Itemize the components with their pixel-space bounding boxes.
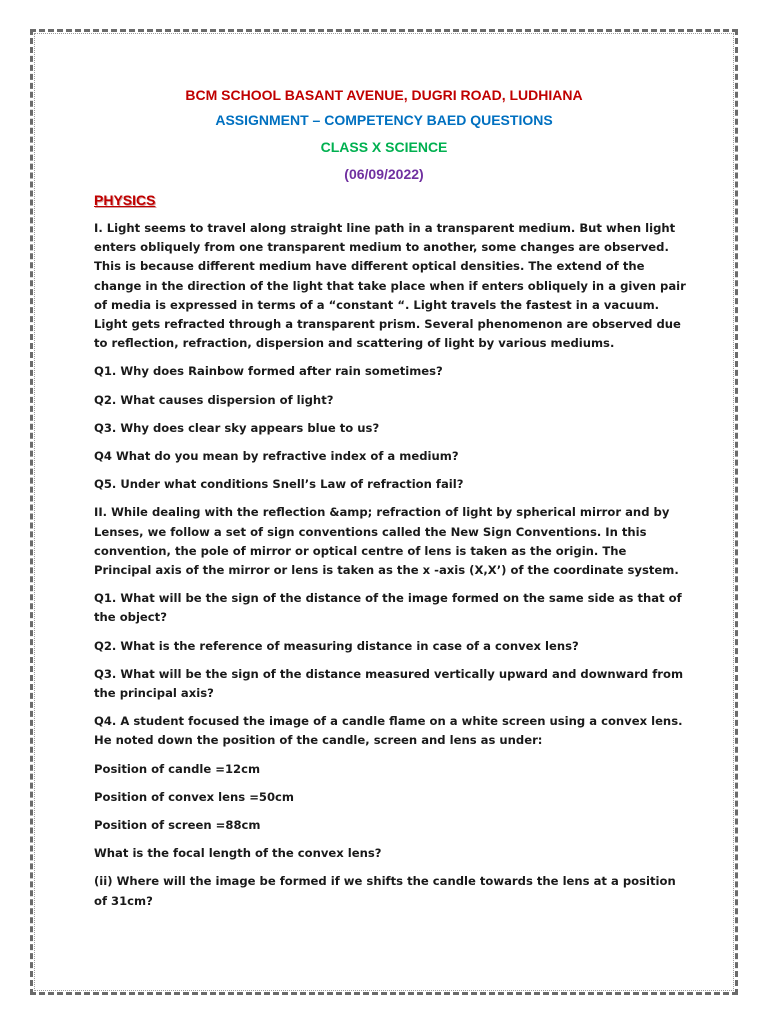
question-item: Q4 What do you mean by refractive index of a medium? bbox=[94, 449, 459, 464]
assignment-date: (06/09/2022) bbox=[344, 166, 424, 182]
question-item: Q2. What causes dispersion of light? bbox=[94, 392, 334, 407]
assignment-title: ASSIGNMENT – COMPETENCY BAED QUESTIONS bbox=[215, 112, 553, 128]
question-item: (ii) Where will the image be formed if we shifts the candle towards the lens at a position of 31cm? bbox=[94, 874, 676, 908]
question-item: Q4. A student focused the image of a candle flame on a white screen using a convex lens. He noted down the position of the candle, screen and lens as under: bbox=[94, 714, 683, 748]
question-item: Q2. What is the reference of measuring distance in case of a convex lens? bbox=[94, 638, 579, 653]
question-item: Q3. What will be the sign of the distance measured vertically upward and downward from the principal axis? bbox=[94, 666, 684, 701]
data-line: Position of convex lens =50cm bbox=[94, 789, 295, 804]
question-item: What is the focal length of the convex lens? bbox=[94, 846, 382, 861]
question-item: Q5. Under what conditions Snell’s Law of refraction fail? bbox=[94, 477, 464, 492]
question-item: Q3. Why does clear sky appears blue to us? bbox=[94, 420, 380, 435]
passage-2: II. While dealing with the reflection &amp; refraction of light by spherical mirror and by Lenses, we follow a set of sign conventions called the New Sign Conventions. In this convention, the pole of mirror or optical centre of lens is taken as the origin. The Principal axis of the mirror or lens is taken as the x -axis (X,X’) of the coordinate system. bbox=[94, 505, 679, 578]
section-heading-physics: PHYSICS bbox=[94, 192, 156, 208]
school-name: BCM SCHOOL BASANT AVENUE, DUGRI ROAD, LUDHIANA bbox=[185, 87, 583, 103]
data-line: Position of screen =88cm bbox=[94, 818, 261, 833]
question-item: Q1. Why does Rainbow formed after rain sometimes? bbox=[94, 364, 443, 379]
question-item: Q1. What will be the sign of the distance of the image formed on the same side as that of the object? bbox=[94, 591, 682, 625]
data-line: Position of candle =12cm bbox=[94, 761, 261, 776]
passage-1: I. Light seems to travel along straight line path in a transparent medium. But when light enters obliquely from one transparent medium to another, some changes are observed. This is because different medium have different optical densities. The extend of the change in the direction of the light that take place when if enters obliquely in a given pair of media is expressed in terms of a “constant “. Light travels the fastest in a vacuum. Light gets refracted through a transparent prism. Several phenomenon are observed due to reflection, refraction, dispersion and scattering of light by various mediums. bbox=[94, 221, 686, 351]
question-content bbox=[94, 219, 686, 920]
class-name: CLASS X SCIENCE bbox=[320, 139, 448, 155]
